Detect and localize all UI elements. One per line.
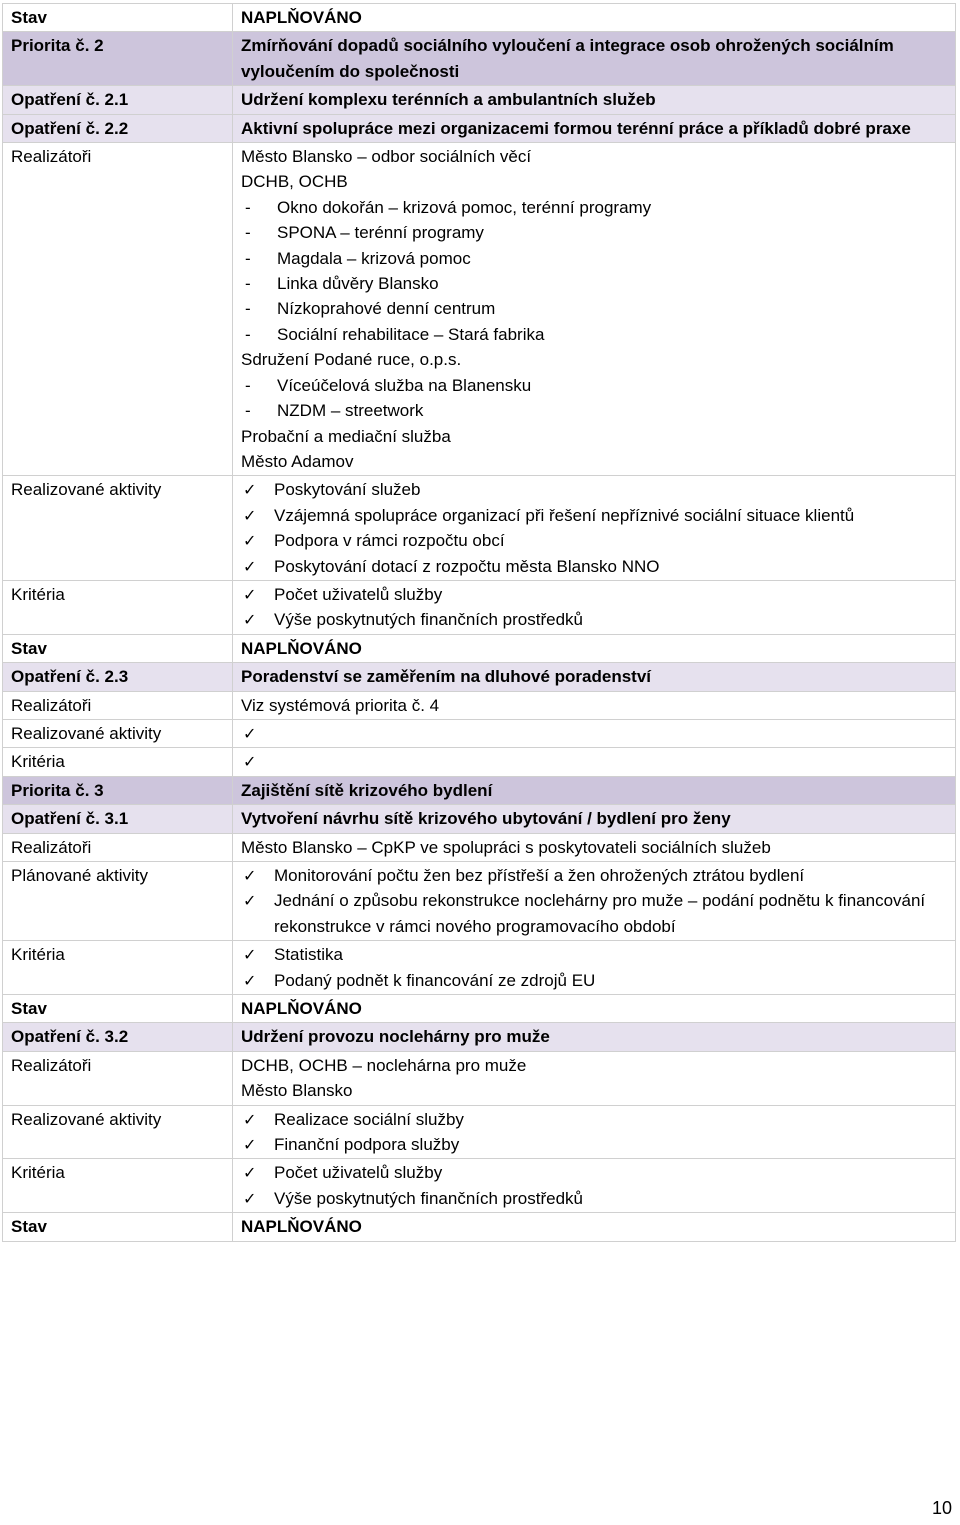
table-row: [3, 1159, 956, 1213]
table-row: [3, 32, 956, 86]
row-value: [233, 941, 956, 995]
row-label: Priorita č. 2: [3, 32, 233, 86]
row-label: Opatření č. 2.3: [3, 663, 233, 691]
row-label: Realizátoři: [3, 1051, 233, 1105]
list-item: Město Adamov: [241, 451, 354, 471]
row-label: Priorita č. 3: [3, 776, 233, 804]
table-row: [3, 634, 956, 662]
list-item: - Sociální rehabilitace – Stará fabrika: [241, 322, 949, 347]
row-label: Realizované aktivity: [3, 719, 233, 747]
row-label: Kritéria: [3, 941, 233, 995]
row-value: NAPLŇOVÁNO: [233, 1213, 956, 1241]
row-value: [233, 1159, 956, 1213]
checkmark-item: ✓ Jednání o způsobu rekonstrukce noclehárny pro muže – podání podnětu k financování rekonstrukce v rámci nového programovacího období: [241, 888, 949, 939]
row-label: Kritéria: [3, 748, 233, 776]
row-label: Opatření č. 3.1: [3, 805, 233, 833]
row-value: [233, 862, 956, 941]
list-item: Probační a mediační služba: [241, 426, 451, 446]
table-row: [3, 86, 956, 114]
row-label: Realizátoři: [3, 833, 233, 861]
list-item: Město Blansko: [241, 1081, 353, 1101]
table-row: [3, 1213, 956, 1241]
row-label: Opatření č. 2.2: [3, 114, 233, 142]
row-label: Realizované aktivity: [3, 476, 233, 581]
row-value: Město Blansko – CpKP ve spolupráci s poskytovateli sociálních služeb: [233, 833, 956, 861]
row-value: Zajištění sítě krizového bydlení: [233, 776, 956, 804]
checkmark-item: ✓ Počet uživatelů služby: [241, 582, 949, 607]
row-label: Realizované aktivity: [3, 1105, 233, 1159]
row-label: Stav: [3, 4, 233, 32]
strategy-table: [2, 3, 956, 1242]
table-row: [3, 719, 956, 747]
table-row: [3, 776, 956, 804]
row-value: NAPLŇOVÁNO: [233, 995, 956, 1023]
table-row: [3, 691, 956, 719]
table-row: [3, 748, 956, 776]
checkmark-item: ✓ Vzájemná spolupráce organizací při řešení nepříznivé sociální situace klientů: [241, 503, 949, 528]
table-row: [3, 663, 956, 691]
list-item: DCHB, OCHB – noclehárna pro muže: [241, 1055, 527, 1075]
table-row: [3, 1023, 956, 1051]
row-value: [233, 748, 956, 776]
row-value: Udržení provozu noclehárny pro muže: [233, 1023, 956, 1051]
checkmark-item: ✓ Podaný podnět k financování ze zdrojů EU: [241, 968, 949, 993]
row-value: [233, 580, 956, 634]
table-row: [3, 1051, 956, 1105]
table-row: [3, 476, 956, 581]
list-item: - Linka důvěry Blansko: [241, 271, 949, 296]
row-label: Stav: [3, 634, 233, 662]
row-label: Opatření č. 2.1: [3, 86, 233, 114]
checkmark-item: ✓ Finanční podpora služby: [241, 1132, 949, 1157]
checkmark-item: ✓ Statistika: [241, 942, 949, 967]
row-value: NAPLŇOVÁNO: [233, 634, 956, 662]
list-item: - SPONA – terénní programy: [241, 220, 949, 245]
row-value: Vytvoření návrhu sítě krizového ubytování / bydlení pro ženy: [233, 805, 956, 833]
table-row: [3, 1105, 956, 1159]
row-value: [233, 143, 956, 476]
checkmark-item: ✓ Monitorování počtu žen bez přístřeší a žen ohrožených ztrátou bydlení: [241, 863, 949, 888]
table-row: [3, 580, 956, 634]
row-label: Plánované aktivity: [3, 862, 233, 941]
list-item: Sdružení Podané ruce, o.p.s.: [241, 350, 462, 370]
table-row: [3, 941, 956, 995]
checkmark-icon: [241, 721, 949, 746]
row-value: Aktivní spolupráce mezi organizacemi formou terénní práce a příkladů dobré praxe: [233, 114, 956, 142]
row-label: Realizátoři: [3, 691, 233, 719]
row-label: Stav: [3, 1213, 233, 1241]
row-label: Stav: [3, 995, 233, 1023]
row-value: Udržení komplexu terénních a ambulantních služeb: [233, 86, 956, 114]
table-row: [3, 805, 956, 833]
table-row: [3, 143, 956, 476]
row-value: Zmírňování dopadů sociálního vyloučení a integrace osob ohrožených sociálním vyloučením do společnosti: [233, 32, 956, 86]
list-item: - Magdala – krizová pomoc: [241, 246, 949, 271]
row-value: [233, 476, 956, 581]
list-item: Město Blansko – odbor sociálních věcí: [241, 147, 532, 167]
table-row: [3, 114, 956, 142]
checkmark-icon: [241, 749, 949, 774]
row-value: [233, 719, 956, 747]
checkmark-item: ✓ Poskytování služeb: [241, 477, 949, 502]
table-row: [3, 995, 956, 1023]
page-number: 10: [931, 1498, 952, 1518]
checkmark-item: ✓ Podpora v rámci rozpočtu obcí: [241, 528, 949, 553]
table-row: [3, 862, 956, 941]
row-label: Kritéria: [3, 1159, 233, 1213]
list-item: - Nízkoprahové denní centrum: [241, 296, 949, 321]
row-value: [233, 1105, 956, 1159]
row-label: Opatření č. 3.2: [3, 1023, 233, 1051]
list-item: - Okno dokořán – krizová pomoc, terénní programy: [241, 195, 949, 220]
table-row: [3, 4, 956, 32]
list-item: - NZDM – streetwork: [241, 398, 949, 423]
row-value: NAPLŇOVÁNO: [233, 4, 956, 32]
row-value: [233, 1051, 956, 1105]
row-value: Poradenství se zaměřením na dluhové poradenství: [233, 663, 956, 691]
list-item: - Víceúčelová služba na Blanensku: [241, 373, 949, 398]
row-label: Kritéria: [3, 580, 233, 634]
row-value: Viz systémová priorita č. 4: [233, 691, 956, 719]
checkmark-item: ✓ Poskytování dotací z rozpočtu města Blansko NNO: [241, 554, 949, 579]
checkmark-item: ✓ Výše poskytnutých finančních prostředků: [241, 607, 949, 632]
checkmark-item: ✓ Výše poskytnutých finančních prostředků: [241, 1186, 949, 1211]
list-item: DCHB, OCHB: [241, 172, 348, 192]
row-label: Realizátoři: [3, 143, 233, 476]
checkmark-item: ✓ Počet uživatelů služby: [241, 1160, 949, 1185]
checkmark-item: ✓ Realizace sociální služby: [241, 1107, 949, 1132]
table-row: [3, 833, 956, 861]
